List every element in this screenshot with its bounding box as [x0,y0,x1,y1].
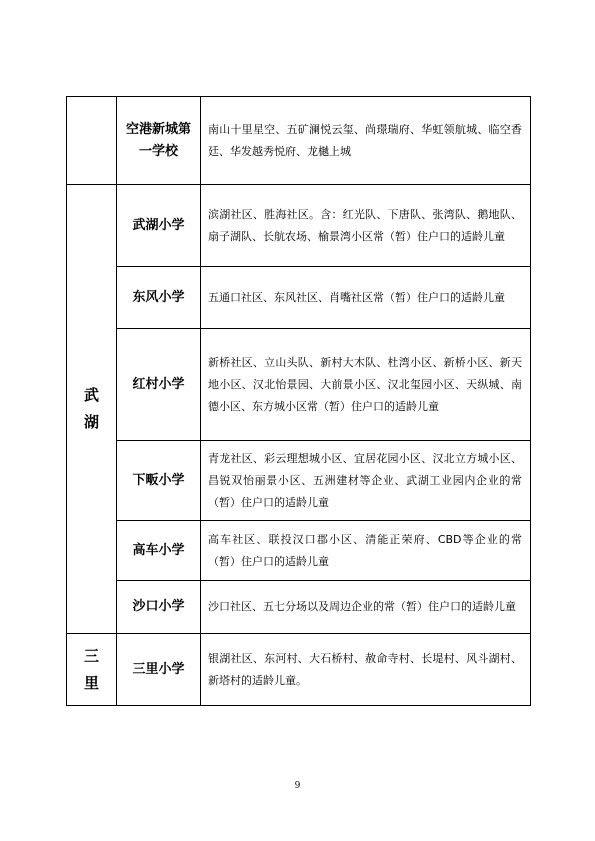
enrollment-area: 沙口社区、五七分场以及周边企业的常（暂）住户口的适龄儿童 [208,600,516,613]
area-cell [201,521,531,581]
enrollment-area: 高车社区、联投汉口郡小区、清能正荣府、CBD等企业的常（暂）住户口的适龄儿童 [208,532,522,568]
area-cell [201,441,531,521]
table-row [67,185,531,267]
enrollment-area: 银湖社区、东河村、大石桥村、赦命寺村、长堤村、风斗湖村、新塔村的适龄儿童。 [208,651,522,687]
district-name: 武湖 [83,386,99,431]
school-cell [117,329,201,441]
school-cell [117,521,201,581]
district-name: 三里 [83,646,99,692]
school-name: 东风小学 [132,289,185,305]
enrollment-area: 新桥社区、立山头队、新村大木队、杜湾小区、新桥小区、新天地小区、汉北怡景园、大前景小区、汉北玺园小区、天纵城、南德小区、东方城小区常（暂）住户口的适龄儿童 [208,355,522,413]
school-name: 沙口小学 [132,599,185,614]
district-cell [67,634,117,706]
school-cell [117,441,201,521]
school-zone-table [66,96,531,706]
district-cell [67,97,117,185]
area-cell [201,97,531,185]
school-name: 高车小学 [132,542,185,558]
school-name: 下畈小学 [132,472,185,488]
area-cell [201,329,531,441]
table-row [67,329,531,441]
table-row [67,521,531,581]
area-cell [201,581,531,634]
table-row [67,634,531,706]
school-name: 红村小学 [132,376,185,392]
enrollment-area: 滨湖社区、胜海社区。含：红光队、下唐队、张湾队、鹅地队、扇子湖队、长航农场、榆景湾小区常（暂）住户口的适龄儿童 [208,207,522,243]
table-row [67,97,531,185]
area-cell [201,634,531,706]
school-cell [117,185,201,267]
area-cell [201,185,531,267]
school-cell [117,634,201,706]
school-cell [117,581,201,634]
table-row [67,441,531,521]
district-cell [67,185,117,634]
table-row [67,267,531,329]
school-name: 空港新城第一学校 [125,121,191,159]
area-cell [201,267,531,329]
enrollment-area: 青龙社区、彩云理想城小区、宜居花园小区、汉北立方城小区、昌锐双怡丽景小区、五洲建材等企业、武湖工业园内企业的常（暂）住户口的适龄儿童 [208,451,522,509]
enrollment-area: 五通口社区、东风社区、肖嘴社区常（暂）住户口的适龄儿童 [208,290,505,304]
page-number: 9 [294,781,301,791]
enrollment-area: 南山十里星空、五矿澜悦云玺、尚璟瑞府、华虹领航城、临空香廷、华发越秀悦府、龙樾上城 [208,122,522,158]
school-cell [117,267,201,329]
table-row [67,581,531,634]
school-cell [117,97,201,185]
school-name: 三里小学 [132,661,185,677]
school-name: 武湖小学 [132,217,185,233]
